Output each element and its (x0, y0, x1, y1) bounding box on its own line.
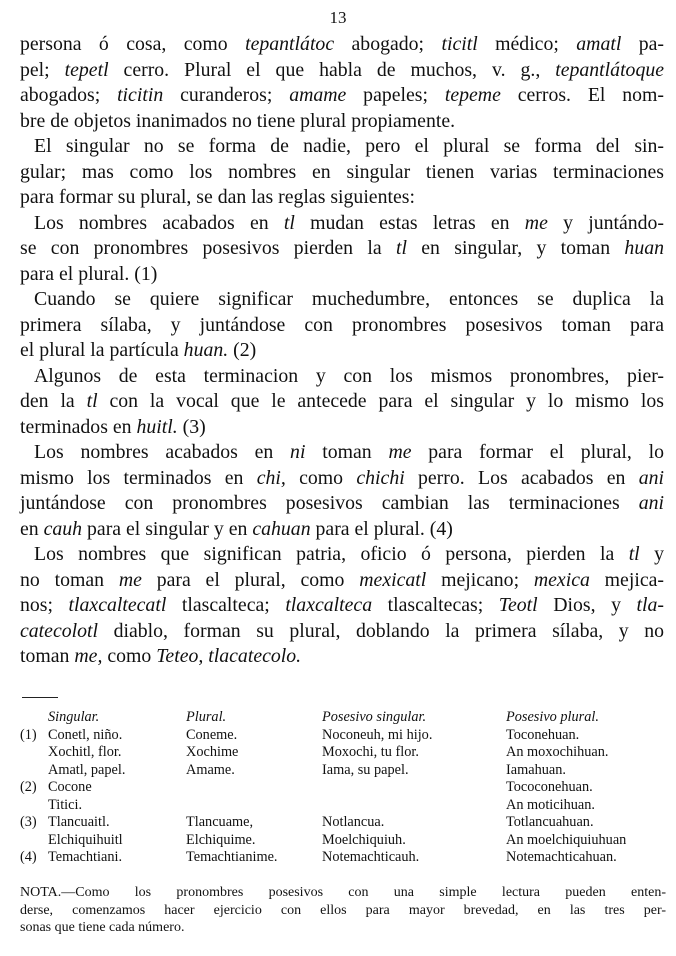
italic-term: Teotl (498, 594, 538, 616)
text-run: para formar el plural, lo (411, 441, 664, 463)
text-run: como (285, 466, 357, 489)
text-run: Cuando se quiere significar muchedumbre, entonces se duplica la (34, 288, 664, 310)
italic-term: huitl. (136, 415, 178, 438)
header-singular: Singular. (48, 709, 100, 725)
text-line (20, 287, 664, 313)
text-run: pel; (20, 58, 65, 81)
text-line (20, 415, 664, 441)
italic-term: tepetl (64, 58, 109, 81)
table-cell: Cocone (48, 779, 92, 795)
text-run: mejica- (589, 568, 664, 591)
text-run: (3) (177, 415, 206, 438)
footnote (20, 884, 666, 937)
table-cell: An moticihuan. (506, 796, 595, 813)
header-plural: Plural. (186, 709, 227, 725)
text-line (20, 109, 664, 135)
italic-term: tepantlátoc (245, 33, 335, 55)
italic-term: tepeme (444, 84, 501, 106)
text-run: el plural la partícula (20, 339, 184, 361)
note-line: NOTA.—Como los pronombres posesivos con una simple lectura pueden enten- (20, 885, 666, 900)
table-row (20, 849, 670, 867)
table-cell: Noconeuh, mi hijo. (322, 726, 433, 743)
text-run: toman (20, 645, 75, 667)
text-run: Los nombres acabados en (34, 441, 291, 463)
text-run: para el plural. (4) (310, 517, 453, 540)
table-cell: Titici. (48, 796, 83, 813)
text-run: se con pronombres posesivos pierden la (20, 237, 396, 259)
table-cell: Amatl, papel. (48, 761, 126, 778)
italic-term: cauh (43, 517, 83, 540)
table-cell: Elchiquime. (186, 831, 256, 848)
row-number: (4) (20, 849, 37, 865)
table-cell: Conetl, niño. (48, 726, 123, 743)
text-run: en (20, 517, 44, 540)
text-run: para el singular y en (82, 517, 253, 540)
text-run: como (102, 645, 157, 667)
table-cell: Temachtiani. (48, 849, 123, 865)
italic-term: cahuan (252, 517, 311, 540)
table-row (20, 762, 670, 780)
text-run: mejicano; (426, 568, 534, 591)
italic-term: tlaxcaltecatl (68, 594, 167, 616)
text-line (20, 619, 664, 645)
text-run: diablo, forman su plural, doblando la primera sílaba, y no (98, 619, 664, 642)
text-line (20, 389, 664, 415)
table-cell: Amame. (186, 761, 235, 778)
table-cell: An moelchiquiuhuan (506, 831, 627, 848)
text-run: El singular no se forma de nadie, pero el plural se forma del sin- (34, 135, 664, 157)
table-cell: Temachtianime. (186, 849, 278, 865)
italic-term: tlaxcalteca (285, 594, 373, 616)
text-line (20, 542, 664, 568)
table-row (20, 832, 670, 850)
italic-term: tl (628, 543, 640, 565)
text-run: cerros. El nom- (500, 84, 664, 106)
text-run: para el plural, como (141, 568, 360, 591)
table-cell: Notemachticahuan. (506, 849, 617, 865)
table-cell: Notemachticauh. (322, 849, 420, 865)
text-line (20, 466, 664, 492)
text-line (20, 160, 664, 186)
text-run: en singular, y toman (406, 237, 625, 259)
row-number: (3) (20, 814, 37, 830)
italic-term: ani (638, 492, 664, 514)
text-run: para el plural. (1) (20, 262, 158, 285)
italic-term: ticitin (117, 84, 164, 106)
table-cell: Elchiquihuitl (48, 831, 123, 848)
text-run: bre de objetos inanimados no tiene plural propiamente. (20, 109, 456, 132)
text-run: con la vocal que le antecede para el singular y lo mismo los (97, 390, 664, 412)
text-run: y juntándo- (547, 211, 665, 234)
table-cell: Xochitl, flor. (48, 744, 122, 760)
text-line (20, 185, 664, 211)
text-line (20, 134, 664, 160)
text-line (20, 313, 664, 339)
text-run: nos; (20, 594, 69, 616)
text-run: curanderos; (163, 84, 290, 106)
text-line (20, 58, 664, 84)
text-line (20, 211, 664, 237)
table-cell: Tlancuame, (186, 814, 254, 830)
italic-term: huan (624, 237, 664, 259)
text-run: Algunos de esta terminacion y con los mismos pronombres, pier- (34, 364, 664, 387)
table-cell: Coneme. (186, 726, 238, 743)
text-run: toman (305, 441, 389, 463)
text-line (20, 262, 664, 288)
table-row (20, 797, 670, 815)
table-cell: Iama, su papel. (322, 761, 409, 778)
italic-term: tla- (636, 594, 665, 616)
table-cell: Moelchiquiuh. (322, 831, 406, 848)
text-line (20, 593, 664, 619)
table-cell: Iamahuan. (506, 761, 566, 778)
text-run: Los nombres que significan patria, oficio ó persona, pierden la (34, 543, 629, 565)
text-line (20, 568, 664, 594)
table-row (20, 779, 670, 797)
note-line: sonas que tiene cada número. (20, 920, 185, 935)
table-row (20, 814, 670, 832)
row-number: (1) (20, 726, 37, 743)
header-posesivo-plural: Posesivo plural. (506, 709, 599, 725)
table-cell: Notlancua. (322, 814, 385, 830)
note-line: derse, comenzamos hacer ejercicio con ellos para mayor brevedad, en las tres per- (20, 902, 666, 918)
text-run: y (639, 543, 665, 565)
italic-term: amame (289, 84, 347, 106)
text-line (20, 491, 664, 517)
header-posesivo-singular: Posesivo singular. (322, 709, 427, 725)
text-line (20, 236, 664, 262)
text-run: juntándose con pronombres posesivos cambian las terminaciones (20, 492, 639, 514)
table-cell: Totlancuahuan. (506, 814, 594, 830)
text-run: médico; (477, 33, 577, 55)
table-cell: An moxochihuan. (506, 744, 609, 760)
text-line (20, 32, 664, 58)
table-cell: Toconehuan. (506, 726, 580, 743)
italic-term: mexica (533, 568, 590, 591)
text-run: den la (20, 390, 87, 412)
text-run: cerro. Plural el que habla de muchos, v. g., (108, 58, 556, 81)
text-line (20, 440, 664, 466)
row-number: (2) (20, 779, 37, 795)
text-run: mudan estas letras en (294, 211, 525, 234)
text-run: terminados en (20, 415, 137, 438)
text-run: pa- (621, 33, 664, 55)
text-run: tlascalteca; (166, 594, 286, 616)
text-run: tlascaltecas; (372, 594, 499, 616)
table-cell: Xochime (186, 744, 239, 760)
italic-term: ticitl (441, 33, 478, 55)
table-cell: Tococonehuan. (506, 779, 593, 795)
text-run: Los nombres acabados en (34, 211, 284, 234)
text-run: primera sílaba, y juntándose con pronombres posesivos toman para (20, 313, 664, 336)
italic-term: tl (395, 237, 407, 259)
text-run: abogados; (20, 84, 118, 106)
italic-term: chi, (256, 466, 286, 489)
italic-term: amatl (576, 33, 622, 55)
italic-term: ni (290, 441, 306, 463)
italic-term: tl (283, 211, 295, 234)
text-line (20, 83, 664, 109)
table-cell: Moxochi, tu flor. (322, 744, 419, 760)
text-run: mismo los terminados en (20, 466, 257, 489)
text-run: (2) (228, 339, 257, 361)
text-line (20, 364, 664, 390)
text-run: Dios, y (537, 594, 637, 616)
text-line (20, 517, 664, 543)
page-number: 13 (329, 8, 347, 27)
table-cell: Tlancuaitl. (48, 814, 110, 830)
table-row (20, 744, 670, 762)
table-row (20, 727, 670, 745)
italic-term: tl (86, 390, 98, 412)
italic-term: me, (74, 645, 103, 667)
text-line (20, 644, 664, 670)
text-run: para formar su plural, se dan las reglas siguientes: (20, 186, 415, 208)
italic-term: me (118, 568, 142, 591)
section-divider (22, 697, 58, 698)
text-run: no toman (20, 568, 119, 591)
table-header (20, 709, 670, 727)
italic-term: mexicatl (359, 568, 427, 591)
italic-term: ani (638, 466, 664, 489)
text-line (20, 338, 664, 364)
text-run: persona ó cosa, como (20, 33, 246, 55)
text-run: perro. Los acabados en (404, 466, 639, 489)
italic-term: me (388, 441, 412, 463)
italic-term: huan. (183, 339, 229, 361)
declension-table (20, 709, 670, 867)
italic-term: chichi (356, 466, 405, 489)
italic-term: me (524, 211, 548, 234)
text-run: abogado; (334, 33, 442, 55)
italic-term: catecolotl (20, 619, 98, 642)
body-text (20, 32, 664, 670)
text-run: papeles; (346, 84, 445, 106)
text-run: gular; mas como los nombres en singular tienen varias terminaciones (20, 160, 664, 183)
italic-term: tepantlátoque (555, 58, 665, 81)
italic-term: Teteo, tlacatecolo. (156, 645, 302, 667)
